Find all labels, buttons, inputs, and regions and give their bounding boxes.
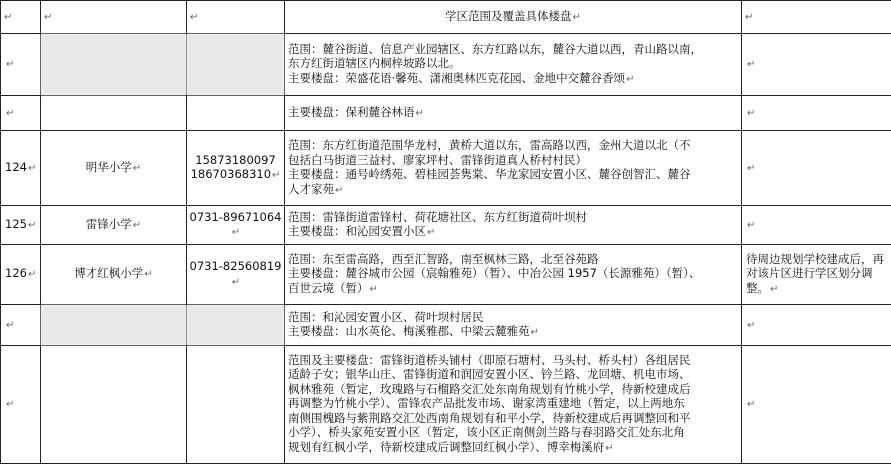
paragraph-mark: ↵ (6, 107, 15, 119)
header-scope-cell: 学区范围及覆盖具体楼盘↵ (285, 1, 742, 34)
header-scope-title: 学区范围及覆盖具体楼盘 (445, 8, 572, 23)
header-note-cell: ↵ (742, 1, 891, 34)
phone-number (189, 210, 282, 241)
note-cell (742, 346, 891, 464)
paragraph-mark: ↵ (132, 219, 142, 231)
scope-line (288, 382, 738, 397)
scope-line (288, 182, 738, 199)
row-number: 126 (5, 266, 27, 281)
paragraph-mark: ↵ (530, 327, 539, 338)
number-cell (1, 131, 41, 206)
paragraph-mark: ↵ (605, 442, 614, 454)
paragraph-mark: ↵ (132, 162, 142, 174)
paragraph-mark: ↵ (369, 283, 378, 295)
header-phone-cell: ↵ (187, 1, 285, 34)
scope-line (288, 324, 738, 341)
scope-text: 范围：雷锋街道雷锋村、荷花塘社区、东方红街道荷叶坝村 (288, 209, 587, 224)
scope-line (288, 167, 738, 182)
scope-cell (285, 305, 742, 346)
scope-line (288, 71, 738, 88)
paragraph-mark: ↵ (747, 107, 756, 119)
scope-text: 范围：东至雷高路，西至汇智路，南至枫林三路，北至谷苑路 (288, 251, 599, 266)
scope-line (288, 411, 738, 426)
scope-cell (285, 206, 742, 245)
school-name-cell (41, 96, 187, 131)
school-name-cell (41, 131, 187, 206)
header-name-cell: ↵ (41, 1, 187, 34)
school-name-cell (41, 206, 187, 245)
number-cell (1, 96, 41, 131)
scope-cell (285, 96, 742, 131)
scope-text: 小学）、桥头家苑安置小区（暂定，该小区正南侧剑兰路与春羽路交汇处东北角 (288, 425, 685, 440)
table-row (1, 34, 891, 96)
scope-line (288, 105, 738, 122)
school-name-cell (41, 34, 187, 96)
phone-text: 0731-82560819 (189, 259, 282, 273)
row-number: 125 (5, 216, 27, 231)
table-row (1, 131, 891, 206)
scope-text: 主要楼盘：通号岭绣苑、碧桂园荟隽棠、华龙家园安置小区、麓谷创智汇、麓谷 (288, 167, 691, 181)
note-cell (742, 131, 891, 206)
table-row (1, 245, 891, 305)
scope-line (288, 138, 738, 153)
paragraph-mark: ↵ (747, 59, 756, 71)
phone-cell (187, 346, 285, 464)
school-name: 雷锋小学 (85, 216, 132, 231)
phone-text: 18670368310 (190, 167, 272, 181)
scope-line (288, 367, 738, 382)
school-name: 博才红枫小学 (74, 266, 144, 281)
number-cell (1, 206, 41, 245)
scope-text: 主要楼盘：荣盛花语·馨苑、潇湘奥林匹克花园、金地中交麓谷香颂 (288, 70, 626, 85)
scope-line (288, 440, 738, 457)
scope-text: 百世云境（暂） (288, 280, 369, 295)
paragraph-mark: ↵ (770, 283, 779, 295)
note-cell (742, 206, 891, 245)
phone-number (189, 167, 282, 184)
phone-cell (187, 34, 285, 96)
school-name: 明华小学 (85, 159, 132, 174)
paragraph-mark: ↵ (747, 162, 756, 174)
note-text: 待周边规划学校建成后，再对该片区进行学区划分调整。 (746, 251, 884, 295)
scope-line (288, 224, 738, 241)
scope-text: 南侧围槐路与紫荆路交汇处西南角规划有和平小学，待新校建成后再调整回和平 (288, 410, 691, 425)
paragraph-mark: ↵ (27, 269, 37, 281)
scope-text: 范围：和沁园安置小区、荷叶坝村居民 (288, 309, 484, 324)
scope-text: 范围：麓谷街道、信息产业园辖区、东方红路以东，麓谷大道以西，青山路以南， (288, 41, 702, 56)
paragraph-mark: ↵ (747, 219, 756, 231)
scope-text: 包括白马街道三益村、廖家坪村、雷锋街道真人桥村村民） (288, 152, 587, 167)
school-name-cell (41, 305, 187, 346)
scope-line (288, 310, 738, 325)
phone-cell (187, 96, 285, 131)
table-row (1, 346, 891, 464)
scope-line (288, 425, 738, 440)
scope-text: 再调整为竹桃小学）、雷锋农产品批发市场、谢家湾重建地（暂定，以上两地东 (288, 396, 685, 411)
scope-text: 人才家苑 (288, 181, 334, 196)
scope-text: 范围：东方红街道范围华龙村，黄桥大道以东，雷高路以西，金州大道以北（不 (288, 138, 691, 152)
row-number: 124 (5, 159, 27, 174)
scope-text: 适龄子女；银华山庄、雷锋街道和润园安置小区、钤兰路、龙回塘、机电市场、 (288, 367, 691, 382)
number-cell (1, 34, 41, 96)
note-cell (742, 245, 891, 305)
scope-line (288, 210, 738, 225)
table-row (1, 96, 891, 131)
paragraph-mark: ↵ (747, 319, 756, 331)
scope-line (288, 56, 738, 71)
paragraph-mark: ↵ (231, 227, 241, 238)
scope-text: 主要楼盘：山水英伦、梅溪雅郡、中梁云麓雅苑 (288, 324, 530, 338)
paragraph-mark: ↵ (144, 269, 153, 281)
school-name-cell (41, 346, 187, 464)
header-num-cell: ↵ (1, 1, 41, 34)
number-cell (1, 305, 41, 346)
scope-line (288, 42, 738, 57)
scope-cell (285, 131, 742, 206)
number-cell (1, 346, 41, 464)
paragraph-mark: ↵ (335, 184, 344, 196)
paragraph-mark: ↵ (626, 73, 635, 85)
table-row (1, 305, 891, 346)
note-cell (742, 305, 891, 346)
scope-text: 枫林雅苑（暂定，玫瑰路与石榴路交汇处东南角规划有竹桃小学，待新校建成后 (288, 381, 691, 396)
paragraph-mark: ↵ (6, 59, 15, 71)
scope-cell (285, 34, 742, 96)
scope-cell (285, 245, 742, 305)
scope-text: 东方红街道辖区内桐梓坡路以北。 (288, 56, 461, 71)
paragraph-mark: ↵ (27, 219, 37, 231)
paragraph-mark: ↵ (272, 170, 281, 181)
scope-text: 主要楼盘：和沁园安置小区 (288, 224, 426, 238)
paragraph-mark: ↵ (747, 399, 756, 411)
header-row (1, 1, 891, 34)
paragraph-mark: ↵ (231, 276, 241, 288)
phone-number (189, 259, 282, 290)
paragraph-mark: ↵ (27, 162, 37, 174)
scope-line (288, 281, 738, 298)
scope-text: 主要楼盘：麓谷城市公园（宸翰雅苑）（暂）、中冶公园 1957（长源雅苑）（暂）、 (288, 266, 701, 281)
scope-line (288, 353, 738, 368)
note-cell (742, 96, 891, 131)
scope-line (288, 266, 738, 281)
phone-cell (187, 206, 285, 245)
phone-number (189, 153, 282, 168)
phone-cell (187, 305, 285, 346)
phone-text: 0731-89671064 (189, 209, 282, 224)
scope-cell (285, 346, 742, 464)
scope-text: 主要楼盘：保利麓谷林语 (288, 104, 415, 119)
phone-text: 15873180097 (195, 152, 276, 167)
phone-cell (187, 131, 285, 206)
paragraph-mark: ↵ (6, 399, 15, 411)
paragraph-mark: ↵ (6, 319, 15, 331)
scope-line (288, 153, 738, 168)
note-cell (742, 34, 891, 96)
scope-line (288, 252, 738, 267)
paragraph-mark: ↵ (415, 107, 424, 119)
number-cell (1, 245, 41, 305)
table-row (1, 206, 891, 245)
scope-text: 范围及主要楼盘：雷锋街道桥头铺村（即原石塘村、马头村、桥头村）各组居民 (288, 352, 691, 367)
scope-line (288, 396, 738, 411)
school-name-cell (41, 245, 187, 305)
scope-text: 规划有红枫小学，待新校建成后调整回红枫小学）、博幸梅溪府 (288, 439, 605, 454)
paragraph-mark: ↵ (427, 227, 436, 238)
phone-cell (187, 245, 285, 305)
